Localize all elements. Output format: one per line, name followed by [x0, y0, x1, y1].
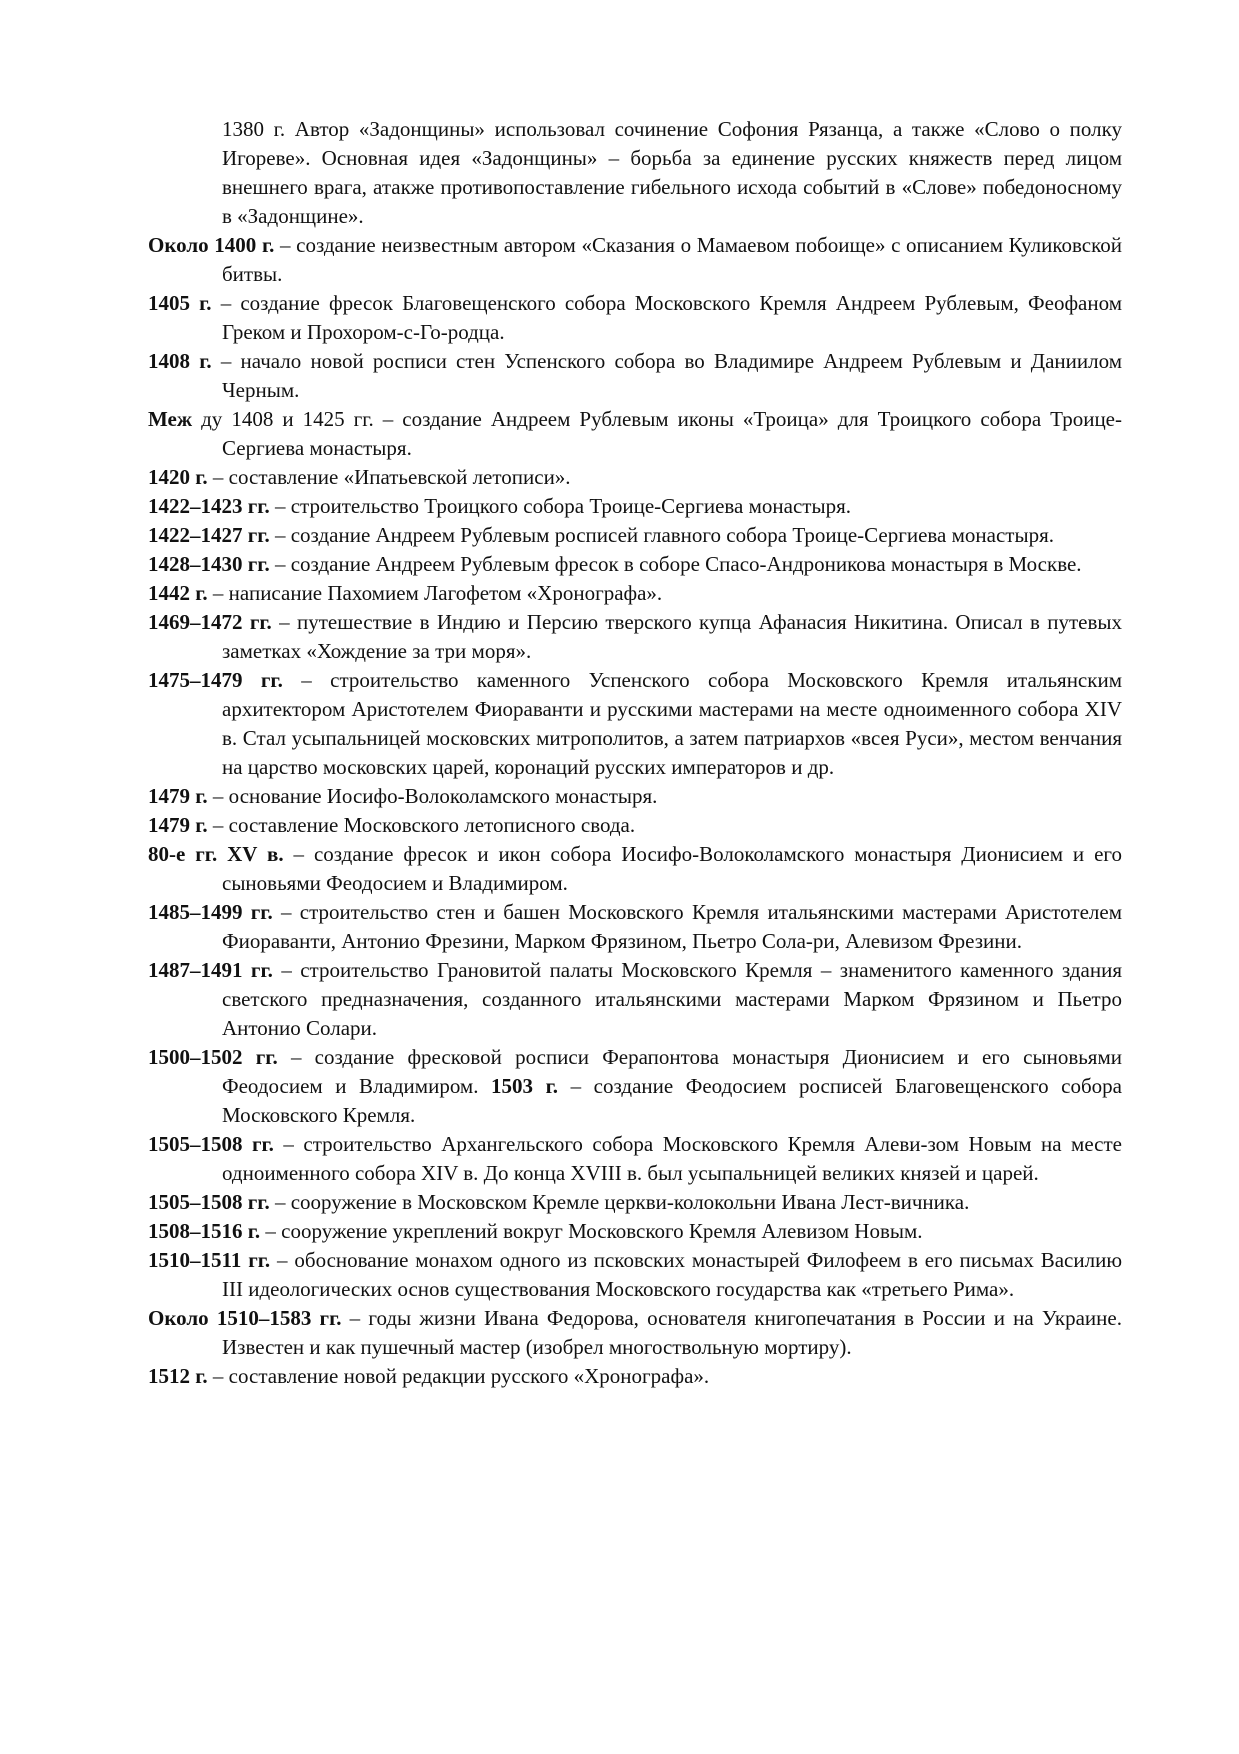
- chronology-entry-3: [148, 347, 1122, 405]
- chronology-entry-17: [148, 1043, 1122, 1130]
- entry-date: 1505–1508 гг.: [148, 1190, 270, 1214]
- entry-text: 1380 г. Автор «Задонщины» использовал сочинение Софония Рязанца, а также «Слово о полку Игореве». Основная идея «Задонщины» – борьба за единение русских княжеств перед лицом внешнего врага, атакже противопоставление гибельного исхода событий в «Слове» победоносному в «Задонщине».: [222, 117, 1122, 228]
- entry-text: – строительство Грановитой палаты Московского Кремля – знаменитого каменного здания светского предназначения, созданного итальянскими мастерами Марком Фрязином и Пьетро Антонио Солари.: [222, 958, 1122, 1040]
- entry-date: 1512 г.: [148, 1364, 208, 1388]
- chronology-entry-13: [148, 811, 1122, 840]
- chronology-entry-18: [148, 1130, 1122, 1188]
- entry-text: ду 1408 и 1425 гг. – создание Андреем Рублевым иконы «Троица» для Троицкого собора Троице-Сергиева монастыря.: [192, 407, 1122, 460]
- chronology-entry-11: [148, 666, 1122, 782]
- chronology-entry-16: [148, 956, 1122, 1043]
- entry-date: 80-е гг. XV в.: [148, 842, 284, 866]
- entry-text: – составление «Ипатьевской летописи».: [207, 465, 571, 489]
- entry-date: Около 1510–1583 гг.: [148, 1306, 342, 1330]
- chronology-entry-12: [148, 782, 1122, 811]
- entry-text: – написание Пахомием Лагофетом «Хронографа».: [207, 581, 663, 605]
- entry-text: – годы жизни Ивана Федорова, основателя книгопечатания в России и на Украине. Известен и как пушечный мастер (изобрел многоствольную мортиру).: [222, 1306, 1122, 1359]
- entry-date: Меж: [148, 407, 193, 431]
- chronology-entry-15: [148, 898, 1122, 956]
- chronology-entry-7: [148, 521, 1122, 550]
- chronology-entry-21: [148, 1246, 1122, 1304]
- entry-date: 1442 г.: [148, 581, 208, 605]
- chronology-entry-9: [148, 579, 1122, 608]
- chronology-entry-22: [148, 1304, 1122, 1362]
- entry-text: – основание Иосифо-Волоколамского монастыря.: [207, 784, 658, 808]
- entry-date: 1469–1472 гг.: [148, 610, 272, 634]
- chronology-entry-2: [148, 289, 1122, 347]
- chronology-entry-5: [148, 463, 1122, 492]
- entry-date: 1479 г.: [148, 784, 208, 808]
- entry-date: 1479 г.: [148, 813, 208, 837]
- entry-date: 1487–1491 гг.: [148, 958, 273, 982]
- chronology-entry-14: [148, 840, 1122, 898]
- document-page: [148, 115, 1122, 1391]
- chronology-entry-1: [148, 231, 1122, 289]
- entry-text: – составление Московского летописного свода.: [207, 813, 636, 837]
- chronology-entry-0: [148, 115, 1122, 231]
- entry-date: 1428–1430 гг.: [148, 552, 270, 576]
- entry-text: – строительство каменного Успенского собора Московского Кремля итальянским архитектором Аристотелем Фиораванти и русскими мастерами на месте одноименного собора XIV в. Стал усыпальницей московских митрополитов, а затем патриархов «всея Руси», местом венчания на царство московских царей, коронаций русских императоров и др.: [222, 668, 1122, 779]
- entry-date: 1422–1423 гг.: [148, 494, 270, 518]
- entry-text: – сооружение в Московском Кремле церкви-колокольни Ивана Лест-вичника.: [269, 1190, 970, 1214]
- entry-text: – создание фресковой росписи Ферапонтова монастыря Дионисием и его сыновьями Феодосием и Владимиром.: [222, 1045, 1122, 1098]
- chronology-entry-23: [148, 1362, 1122, 1391]
- entry-text: – строительство Троицкого собора Троице-Сергиева монастыря.: [269, 494, 851, 518]
- entry-date: 1420 г.: [148, 465, 208, 489]
- entry-text: – создание фресок и икон собора Иосифо-Волоколамского монастыря Дионисием и его сыновьями Феодосием и Владимиром.: [222, 842, 1123, 895]
- entry-text: – обоснование монахом одного из псковских монастырей Филофеем в его письмах Василию III идеологических основ существования Московского государства как «третьего Рима».: [222, 1248, 1123, 1301]
- chronology-entry-19: [148, 1188, 1122, 1217]
- entry-date: Около 1400 г.: [148, 233, 275, 257]
- entry-date: 1505–1508 гг.: [148, 1132, 274, 1156]
- entry-date: 1500–1502 гг.: [148, 1045, 278, 1069]
- entry-text: – строительство стен и башен Московского Кремля итальянскими мастерами Аристотелем Фиораванти, Антонио Фрезини, Марком Фрязином, Пьетро Сола-ри, Алевизом Фрезини.: [222, 900, 1122, 953]
- chronology-entry-4: [148, 405, 1122, 463]
- entry-text: – строительство Архангельского собора Московского Кремля Алеви-зом Новым на месте одноименного собора XIV в. До конца XVIII в. был усыпальницей великих князей и царей.: [222, 1132, 1122, 1185]
- entry-date-secondary: 1503 г.: [491, 1074, 559, 1098]
- entry-date: 1405 г.: [148, 291, 212, 315]
- chronology-entry-20: [148, 1217, 1122, 1246]
- entry-text: – составление новой редакции русского «Хронографа».: [207, 1364, 710, 1388]
- chronology-entry-10: [148, 608, 1122, 666]
- chronology-entry-6: [148, 492, 1122, 521]
- entry-date: 1408 г.: [148, 349, 212, 373]
- entry-text: – путешествие в Индию и Персию тверского купца Афанасия Никитина. Описал в путевых заметках «Хождение за три моря».: [222, 610, 1122, 663]
- entry-text: – создание фресок Благовещенского собора Московского Кремля Андреем Рублевым, Феофаном Греком и Прохором-с-Го-родца.: [211, 291, 1122, 344]
- entry-date: 1508–1516 г.: [148, 1219, 261, 1243]
- entry-date: 1475–1479 гг.: [148, 668, 283, 692]
- entry-text: – сооружение укреплений вокруг Московского Кремля Алевизом Новым.: [260, 1219, 923, 1243]
- entry-date: 1510–1511 гг.: [148, 1248, 271, 1272]
- entry-date: 1485–1499 гг.: [148, 900, 273, 924]
- entry-text: – создание Андреем Рублевым фресок в соборе Спасо-Андроникова монастыря в Москве.: [269, 552, 1082, 576]
- entry-text: – создание Андреем Рублевым росписей главного собора Троице-Сергиева монастыря.: [269, 523, 1054, 547]
- entry-text: – начало новой росписи стен Успенского собора во Владимире Андреем Рублевым и Даниилом Черным.: [211, 349, 1122, 402]
- entry-text: – создание неизвестным автором «Сказания о Мамаевом побоище» с описанием Куликовской битвы.: [222, 233, 1122, 286]
- entry-text-secondary: – создание Феодосием росписей Благовещенского собора Московского Кремля.: [222, 1074, 1123, 1127]
- chronology-entry-8: [148, 550, 1122, 579]
- entry-date: 1422–1427 гг.: [148, 523, 270, 547]
